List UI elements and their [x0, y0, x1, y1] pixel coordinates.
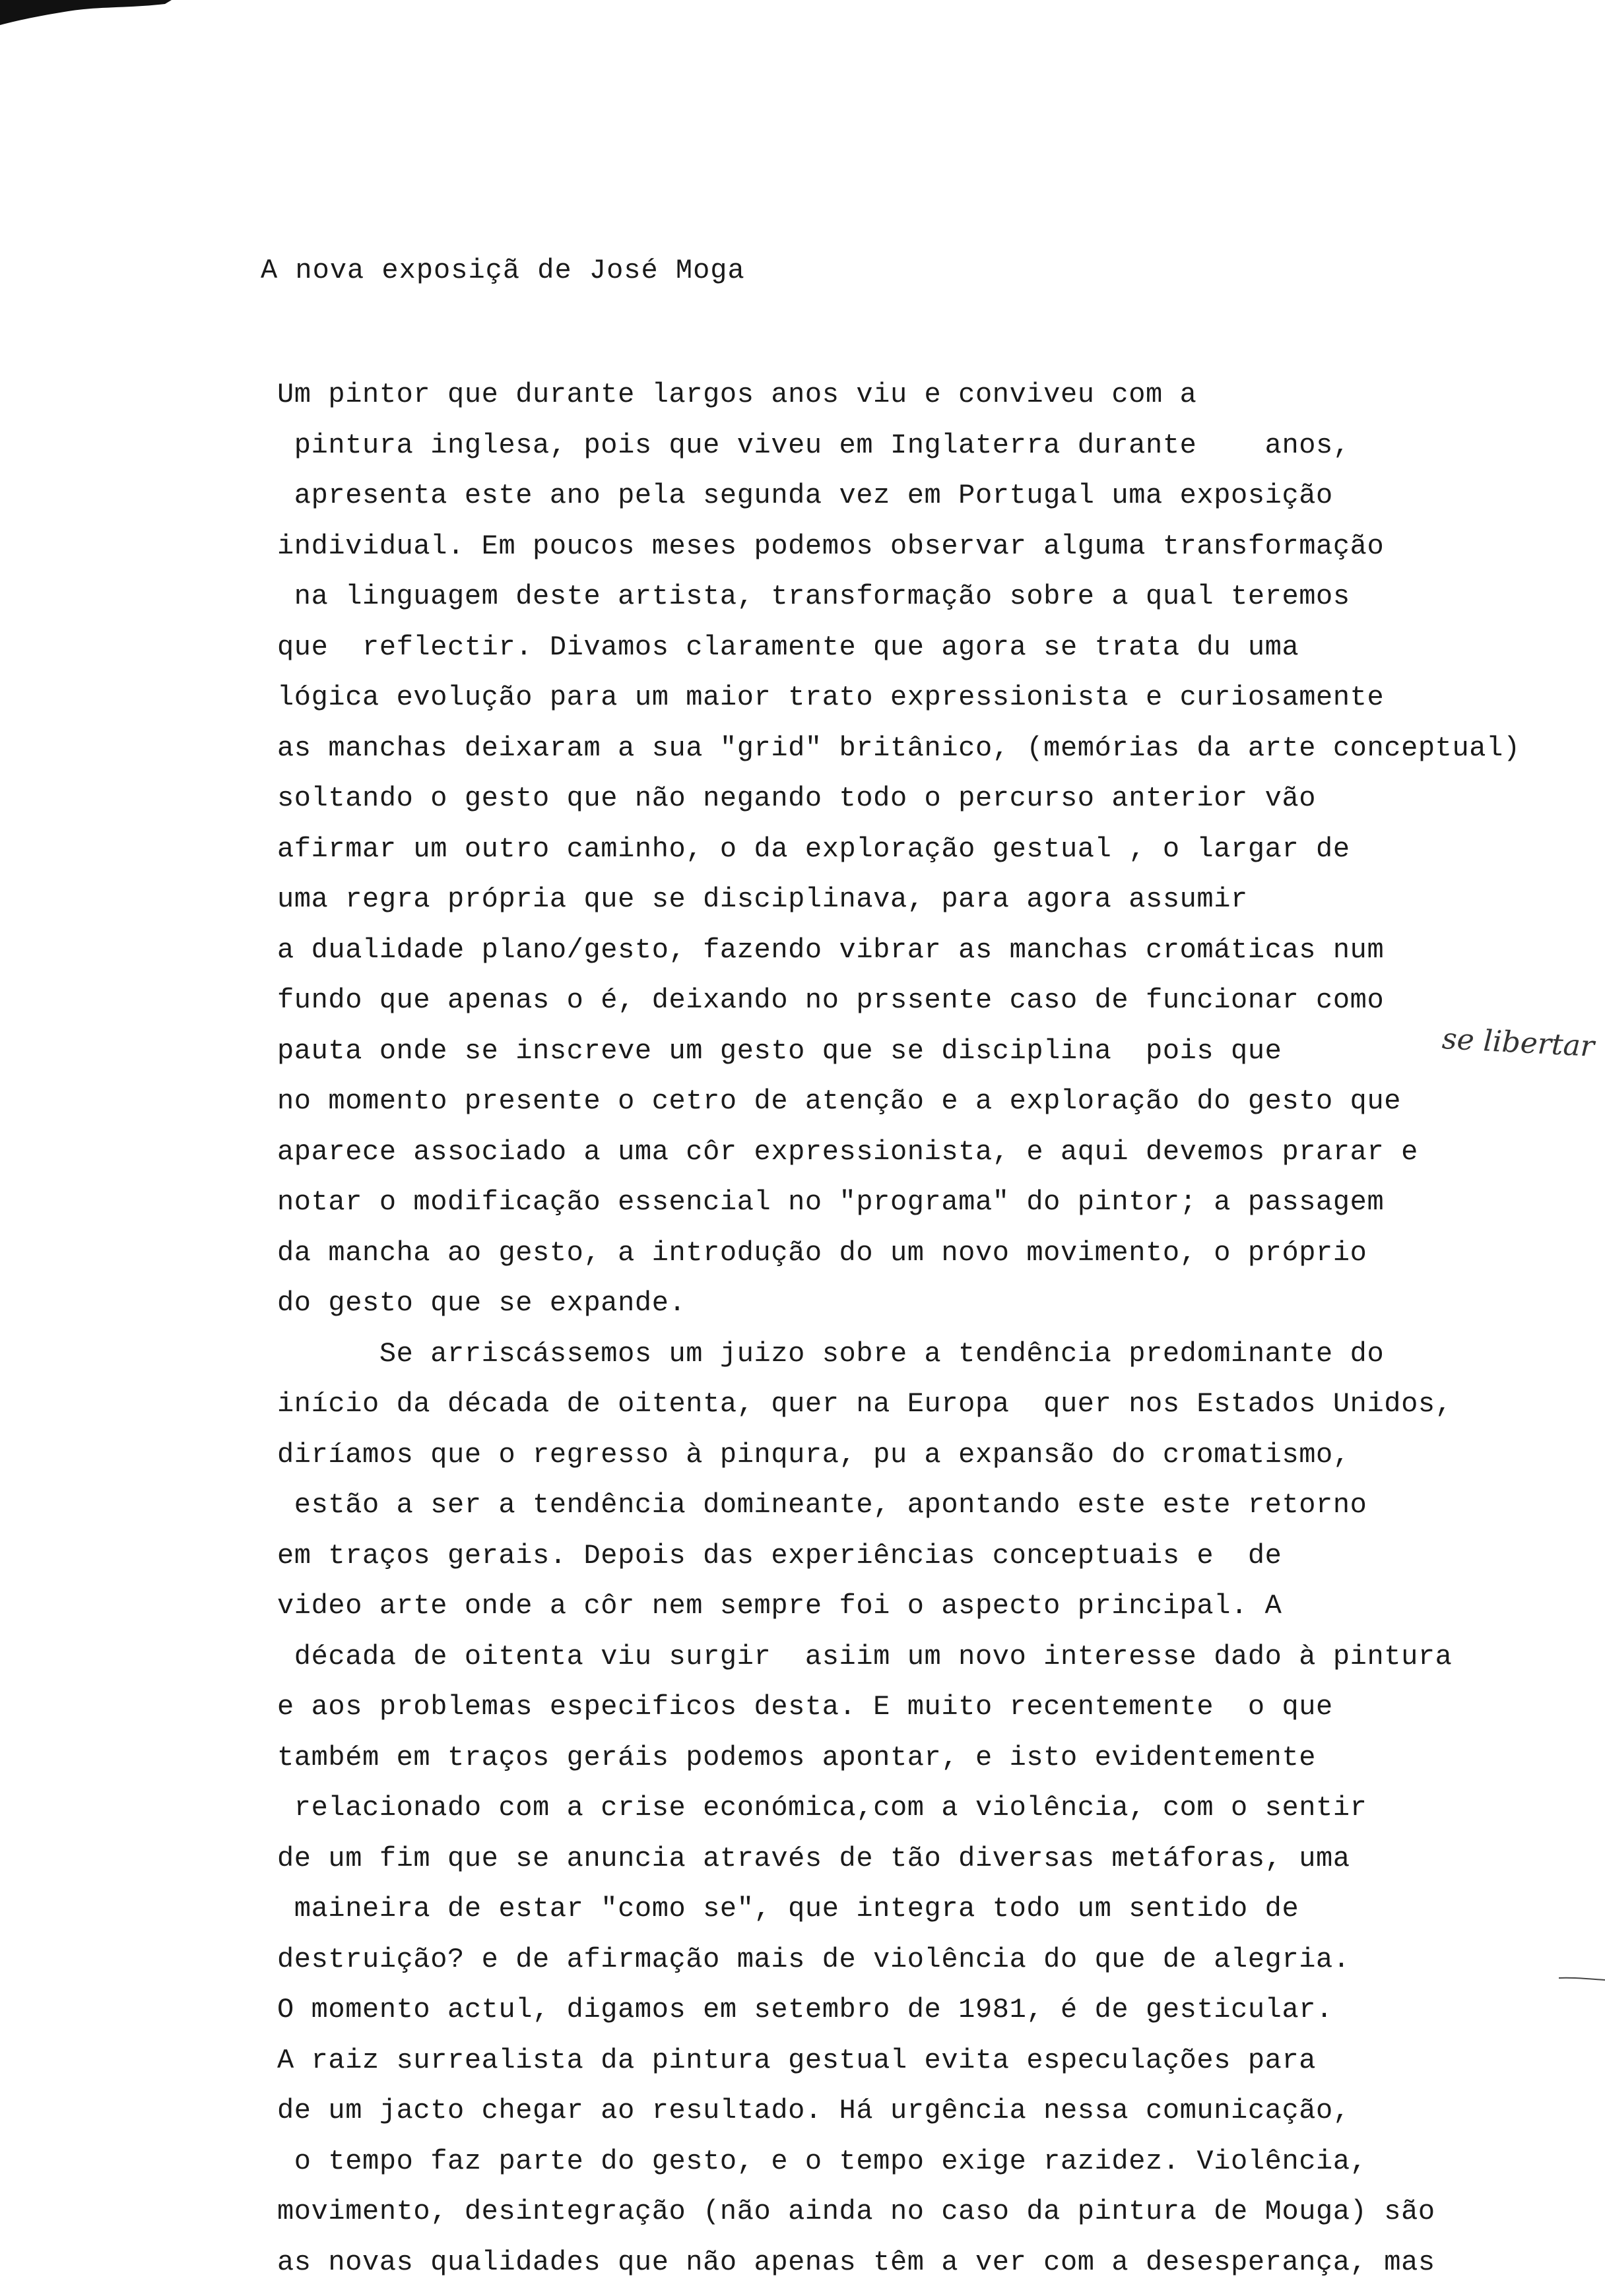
text-line: pintura inglesa, pois que viveu em Inglaterra durante anos, — [277, 429, 1350, 461]
text-line: destruição? e de afirmação mais de violência do que de alegria. — [277, 1943, 1350, 1975]
text-line: soltando o gesto que não negando todo o percurso anterior vão — [277, 782, 1317, 814]
text-line: que reflectir. Divamos claramente que agora se trata du uma — [277, 631, 1299, 663]
text-line: maineira de estar "como se", que integra todo um sentido de — [277, 1893, 1299, 1925]
text-line: as novas qualidades que não apenas têm a ver com a desesperança, mas — [277, 2246, 1435, 2278]
text-line: diríamos que o regresso à pinqura, pu a expansão do cromatismo, — [277, 1438, 1350, 1471]
text-line: o tempo faz parte do gesto, e o tempo exige razidez. Violência, — [277, 2145, 1367, 2177]
document-title: A nova exposiçã de José Moga — [261, 255, 745, 286]
text-line: notar o modificação essencial no "programa" do pintor; a passagem — [277, 1186, 1385, 1218]
handwritten-margin-note: se libertar — [1441, 1021, 1596, 1064]
text-line: as manchas deixaram a sua "grid" britânico, (memórias da arte conceptual) — [277, 732, 1521, 764]
text-line: fundo que apenas o é, deixando no prssente caso de funcionar como — [277, 984, 1385, 1016]
text-line: Se arriscássemos um juizo sobre a tendência predominante do — [277, 1337, 1385, 1370]
text-line: no momento presente o cetro de atenção e a exploração do gesto que — [277, 1085, 1402, 1117]
text-line: uma regra própria que se disciplinava, para agora assumir — [277, 883, 1248, 915]
text-line: a dualidade plano/gesto, fazendo vibrar as manchas cromáticas num — [277, 934, 1385, 966]
text-line: década de oitenta viu surgir asiim um novo interesse dado à pintura — [277, 1640, 1453, 1673]
text-line: A raiz surrealista da pintura gestual evita especulações para — [277, 2044, 1317, 2076]
text-line: em traços gerais. Depois das experiências conceptuais e de — [277, 1539, 1282, 1572]
text-line: aparece associado a uma côr expressionista, e aqui devemos prarar e — [277, 1135, 1418, 1168]
text-line: lógica evolução para um maior trato expressionista e curiosamente — [277, 682, 1385, 713]
text-line: estão a ser a tendência domineante, apontando este este retorno — [277, 1489, 1367, 1521]
text-line: afirmar um outro caminho, o da exploração gestual , o largar de — [277, 833, 1350, 865]
text-line: O momento actul, digamos em setembro de 1981, é de gesticular. — [277, 1994, 1333, 2025]
text-line: do gesto que se expande. — [277, 1287, 686, 1319]
document-body — [277, 369, 1590, 2287]
text-line: video arte onde a côr nem sempre foi o aspecto principal. A — [277, 1590, 1282, 1622]
scan-smudge-mark — [0, 0, 172, 26]
text-line: movimento, desintegração (não ainda no caso da pintura de Mouga) são — [277, 2196, 1435, 2227]
text-line: individual. Em poucos meses podemos observar alguma transformação — [277, 530, 1385, 562]
text-line: e aos problemas especificos desta. E muito recentemente o que — [277, 1691, 1333, 1723]
text-line: pauta onde se inscreve um gesto que se disciplina pois que — [277, 1035, 1282, 1067]
text-line: de um fim que se anuncia através de tão diversas metáforas, uma — [277, 1842, 1350, 1874]
text-line: de um jacto chegar ao resultado. Há urgência nessa comunicação, — [277, 2095, 1350, 2126]
text-line: início da década de oitenta, quer na Europa quer nos Estados Unidos, — [277, 1388, 1453, 1420]
text-line: da mancha ao gesto, a introdução do um novo movimento, o próprio — [277, 1236, 1367, 1269]
text-line: na linguagem deste artista, transformação sobre a qual teremos — [277, 581, 1350, 612]
text-line: também em traços geráis podemos apontar, e isto evidentemente — [277, 1741, 1317, 1773]
text-line: apresenta este ano pela segunda vez em Portugal uma exposição — [277, 480, 1333, 511]
text-line: relacionado com a crise económica,com a violência, com o sentir — [277, 1792, 1367, 1824]
text-line: Um pintor que durante largos anos viu e conviveu com a — [277, 379, 1197, 410]
